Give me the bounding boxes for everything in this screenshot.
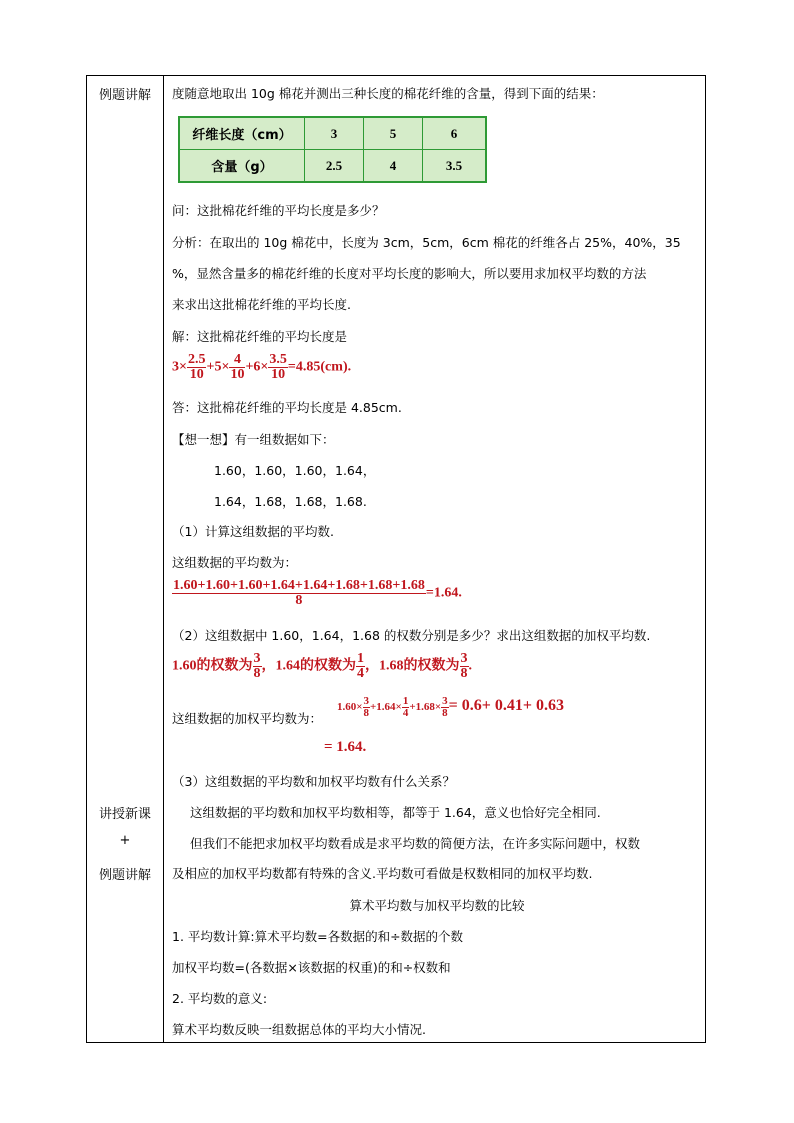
table-cell: 4 (364, 150, 423, 183)
intro-text: 度随意地取出 10g 棉花并测出三种长度的棉花纤维的含量，得到下面的结果： (172, 86, 604, 101)
fraction: $\frac{3}{8}$ (460, 651, 468, 681)
paragraph-2a: 但我们不能把求加权平均数看成是求平均数的简便方法，在许多实际问题中，权数 (190, 836, 641, 851)
think-title: 【想一想】有一组数据如下： (172, 432, 335, 447)
label-new-lesson: 讲授新课 (98, 807, 151, 822)
table-row (179, 150, 486, 183)
column-divider (163, 76, 164, 1042)
table-cell: 5 (364, 117, 423, 150)
fraction: $\frac{3.5}{10}$ (269, 352, 287, 382)
analysis-line-1: 分析：在取出的 10g 棉花中，长度为 3cm，5cm，6cm 棉花的纤维各占 25%，40%，35 (172, 235, 681, 250)
question-2: （2）这组数据中 1.60，1.64，1.68 的权数分别是多少？求出这组数据的加权平均数. (172, 628, 651, 643)
compare-line-2: 加权平均数=(各数据×该数据的权重)的和÷权数和 (172, 960, 451, 975)
question-1: （1）计算这组数据的平均数. (172, 524, 334, 539)
question-text: 问：这批棉花纤维的平均长度是多少？ (172, 203, 385, 218)
weights-text: 1.60的权数为 $\frac{3}{8}$ ，1.64的权数为 $\frac{1}{4}$ ，1.68的权数为 $\frac{3}{8}$ . (172, 651, 472, 681)
table-cell: 纤维长度（cm） (179, 117, 305, 150)
label-plus: + (119, 833, 131, 848)
compare-line-3: 2. 平均数的意义: (172, 991, 268, 1006)
table-cell: 含量（g） (179, 150, 305, 183)
analysis-line-2: %，显然含量多的棉花纤维的长度对平均长度的影响大，所以要用求加权平均数的方法 (172, 266, 647, 281)
formula-average-length (172, 353, 351, 382)
compare-line-1: 1. 平均数计算:算术平均数=各数据的和÷数据的个数 (172, 929, 464, 944)
compare-title: 算术平均数与加权平均数的比较 (349, 898, 525, 913)
mean-label: 这组数据的平均数为： (172, 555, 298, 570)
fraction: $\frac{4}{10}$ (230, 352, 245, 382)
formula-term: +5× (206, 359, 230, 375)
paragraph-1: 这组数据的平均数和加权平均数相等，都等于 1.64，意义也恰好完全相同. (190, 805, 601, 820)
lesson-table (86, 75, 706, 1043)
fraction: $\frac{3}{8}$ (442, 695, 448, 719)
fraction: $\frac{1.60+1.60+1.60+1.64+1.64+1.68+1.68+1.68}{8}$ (173, 578, 425, 608)
formula-term: =1.64. (425, 585, 462, 601)
table-cell: 6 (423, 117, 487, 150)
fraction: $\frac{3}{8}$ (253, 651, 261, 681)
fraction: $\frac{1}{4}$ (357, 651, 364, 681)
data-line-2: 1.64，1.68，1.68，1.68. (214, 494, 367, 509)
solution-intro: 解：这批棉花纤维的平均长度是 (172, 329, 348, 344)
fraction: $\frac{1}{4}$ (402, 695, 409, 719)
paragraph-2b: 及相应的加权平均数都有特殊的含义.平均数可看做是权数相同的加权平均数. (172, 866, 593, 881)
formula-term: 3× (172, 359, 187, 375)
fraction: $\frac{2.5}{10}$ (187, 352, 206, 382)
table-row (179, 117, 486, 150)
analysis-line-3: 来求出这批棉花纤维的平均长度. (172, 297, 351, 312)
formula-term: +6× (245, 359, 269, 375)
label-example-2: 例题讲解 (98, 868, 151, 883)
data-line-1: 1.60，1.60，1.60，1.64， (214, 463, 376, 478)
table-cell: 3.5 (423, 150, 487, 183)
formula-weighted: 1.60× $\frac{3}{8}$ +1.64× $\frac{1}{4}$ +1.68× $\frac{3}{8}$ = 0.6+ 0.41+ 0.63 (337, 695, 564, 719)
answer-text: 答：这批棉花纤维的平均长度是 4.85cm. (172, 400, 402, 415)
compare-line-4: 算术平均数反映一组数据总体的平均大小情况. (172, 1022, 426, 1037)
question-3: （3）这组数据的平均数和加权平均数有什么关系？ (172, 774, 455, 789)
table-cell: 2.5 (305, 150, 364, 183)
formula-term: =4.85(cm). (287, 359, 352, 375)
fraction: $\frac{3}{8}$ (363, 695, 370, 719)
label-example: 例题讲解 (98, 88, 151, 103)
formula-weighted-result: = 1.64. (324, 739, 367, 755)
weighted-label: 这组数据的加权平均数为： (172, 711, 323, 726)
formula-mean (172, 579, 462, 608)
data-table (178, 116, 487, 183)
table-cell: 3 (305, 117, 364, 150)
